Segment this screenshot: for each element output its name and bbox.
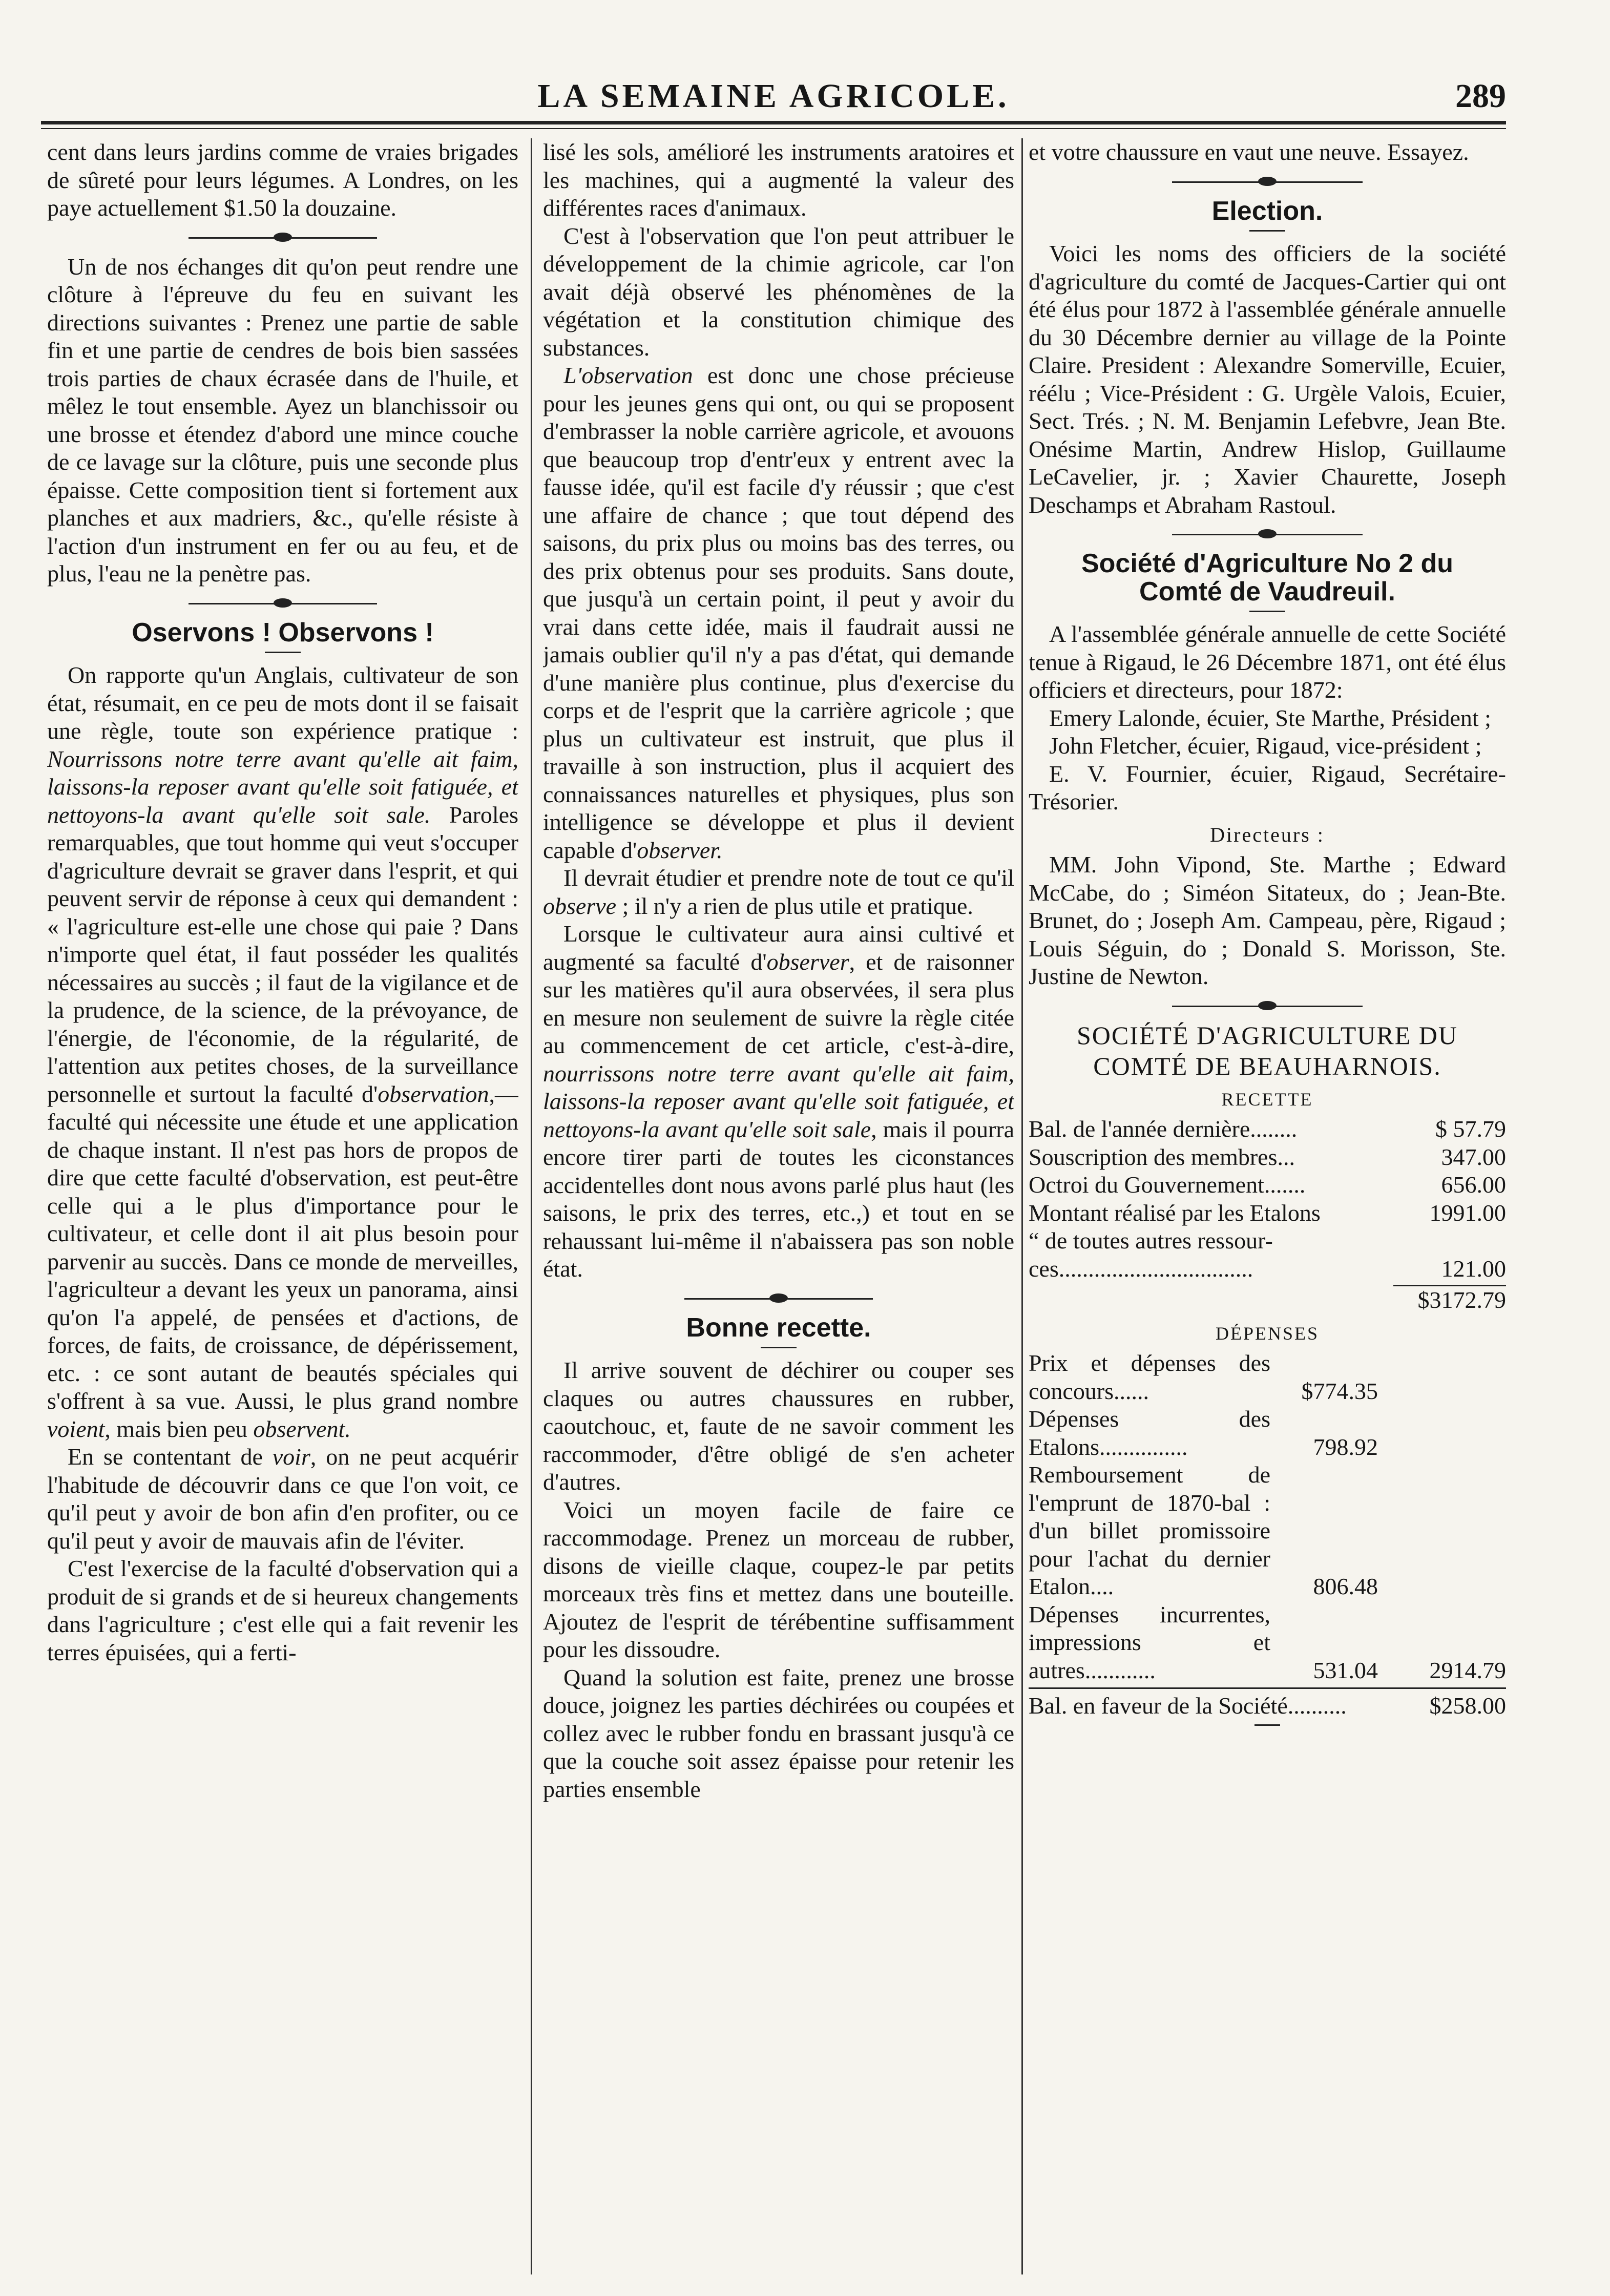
paragraph: En se contentant de voir, on ne peut acquérir l'habitude de découvrir dans ce que l'on voit, ce qu'il peut y avoir de bon afin d'en profiter, ou ce qu'il peut y avoir de mauvais afin de l'éviter. xyxy=(47,1444,518,1554)
page-number: 289 xyxy=(1455,77,1506,115)
header-rule-thin xyxy=(41,128,1506,129)
paragraph: A l'assemblée générale annuelle de cette Société tenue à Rigaud, le 26 Décembre 1871, ont été élus officiers et directeurs, pour 1872: xyxy=(1029,621,1506,703)
article-title: SOCIÉTÉ D'AGRICULTURE DU xyxy=(1076,1020,1458,1050)
ornament-divider xyxy=(47,232,518,244)
recette-label: “ de toutes autres ressour- xyxy=(1029,1227,1273,1254)
ornament-divider xyxy=(1029,176,1506,188)
table-row xyxy=(1029,1349,1506,1405)
title-rule xyxy=(761,1347,797,1348)
paragraph: E. V. Fournier, écuier, Rigaud, Secrétaire-Trésorier. xyxy=(1029,760,1506,815)
ornament-divider xyxy=(47,597,518,610)
title-rule xyxy=(265,652,301,653)
header-rule xyxy=(41,121,1506,124)
recette-amount: $ 57.79 xyxy=(1435,1116,1506,1142)
ornament-divider xyxy=(1029,1000,1506,1012)
column-1 xyxy=(47,138,518,2274)
paragraph: Un de nos échanges dit qu'on peut rendre une clôture à l'épreuve du feu en suivant les directions suivantes : Prenez une partie de sable fin et une partie de cendres de bois bien sassées trois parties de chaux écrasée dans de l'huile, et mêlez le tout ensemble. Ayez un blanchissoir ou une brosse et étendez d'abord une mince couche de ce lavage sur la clôture, puis une seconde plus épaisse. Cette composition tient si fortement aux planches et aux madriers, &c., qu'elle résiste à l'action d'un instrument en fer ou au feu, et de plus, l'eau ne la penètre pas. xyxy=(47,253,518,587)
recette-label: Montant réalisé par les Etalons xyxy=(1029,1199,1321,1226)
column-2 xyxy=(543,138,1014,2274)
table-row xyxy=(1029,1227,1506,1255)
end-rule xyxy=(1254,1724,1280,1726)
paragraph: C'est à l'observation que l'on peut attribuer le développement de la chimie agricole, car l'on avait déjà observé les phénomènes de la végétation et la constitution chimique des substances. xyxy=(543,222,1014,361)
recette-label: Souscription des membres... xyxy=(1029,1143,1295,1170)
paragraph: John Fletcher, écuier, Rigaud, vice-président ; xyxy=(1049,733,1482,759)
ornament-divider xyxy=(543,1292,1014,1305)
column-3 xyxy=(1029,138,1506,2274)
table-row xyxy=(1029,1405,1506,1461)
depense-label: Remboursement de l'emprunt de 1870-bal : d'un billet promissoire pour l'achat du dernier Etalon.... xyxy=(1029,1462,1270,1599)
table-row xyxy=(1029,1115,1506,1143)
depense-amount: 806.48 xyxy=(1313,1573,1378,1599)
depenses-table xyxy=(1029,1349,1506,1684)
page-header xyxy=(41,77,1506,118)
recette-label: Octroi du Gouvernement....... xyxy=(1029,1172,1306,1198)
table-row xyxy=(1029,1171,1506,1199)
article-title: COMTÉ DE BEAUHARNOIS. xyxy=(1093,1052,1441,1080)
recette-label: ces................................. xyxy=(1029,1255,1253,1282)
recette-amount: 1991.00 xyxy=(1429,1199,1506,1226)
paragraph: Voici les noms des officiers de la société d'agriculture du comté de Jacques-Cartier qui ont été élus pour 1872 à l'assemblée générale annuelle du 30 Décembre dernier au village de la Pointe Claire. President : Alexandre Somerville, Ecuier, réélu ; Vice-Président : G. Urgèle Valois, Ecuier, Sect. Trés. ; N. M. Benjamin Lefebvre, Jean Bte. Onésime Martin, Andrew Hislop, Guillaume LeCavelier, jr. ; Xavier Chaurette, Joseph Deschamps et Abraham Rastoul. xyxy=(1029,240,1506,518)
section-heading: RECETTE xyxy=(1221,1089,1313,1110)
table-row xyxy=(1029,1255,1506,1283)
paragraph: L'observation est donc une chose précieuse pour les jeunes gens qui ont, ou qui se proposent d'embrasser la noble carrière agricole, et avouons que beaucoup trop d'entr'eux y entrent avec la fausse idée, qu'il est facile d'y réussir ; que c'est une affaire de chance ; que tout dépend des saisons, du prix plus ou moins bas des terres, ou des prix obtenus pour ses produits. Sans doute, que jusqu'à un certain point, il peut y avoir du vrai dans cette idée, mais il faudrait aussi ne jamais oublier qu'il n'y a pas d'état, qui demande d'une manière plus continue, plus d'exercise du corps et de l'esprit que la carrière agricole ; que plus un cultivateur est instruit, que plus il travaille à son instruction, plus il acquiert des connaissances naturelles et physiques, plus son intelligence se développe et plus il devient capable d'observer. xyxy=(543,362,1014,863)
paragraph: Lorsque le cultivateur aura ainsi cultivé et augmenté sa faculté d'observer, et de raisonner sur les matières qu'il aura observées, il sera plus en mesure non seulement de suivre la règle citée au commencement de cet article, c'est-à-dire, nourrissons notre terre avant qu'elle ait faim, laissons-la reposer avant qu'elle soit fatiguée, et nettoyons-la avant qu'elle soit sale, mais il pourra encore tirer parti de toutes les ciconstances accidentelles dont nous avons parlé plus haut (les saisons, le prix des terres, etc.,) et tout en se rehaussant lui-même il n'abaissera pas son noble état. xyxy=(543,921,1014,1282)
balance-amount: $258.00 xyxy=(1429,1693,1506,1719)
recette-label: Bal. de l'année dernière........ xyxy=(1029,1116,1298,1142)
table-row xyxy=(1029,1601,1506,1685)
paragraph: MM. John Vipond, Ste. Marthe ; Edward McCabe, do ; Siméon Sitateux, do ; Jean-Bte. Brunet, do ; Joseph Am. Campeau, père, Rigaud ; Louis Séguin, do ; Donald S. Morisson, Ste. Justine de Newton. xyxy=(1029,851,1506,989)
paragraph: Quand la solution est faite, prenez une brosse douce, joignez les parties déchirées ou coupées et collez avec le rubber fondu en brassant jusqu'à ce que la couche soit assez épaisse pour retenir les parties ensemble xyxy=(543,1664,1014,1802)
recette-amount xyxy=(1419,1227,1506,1255)
ornament-divider xyxy=(1029,528,1506,540)
article-title: Oservons ! Observons ! xyxy=(132,617,434,648)
recette-total-row xyxy=(1029,1286,1506,1314)
total-rule xyxy=(1029,1687,1506,1689)
depense-label: Dépenses des Etalons............... xyxy=(1029,1406,1270,1460)
title-rule xyxy=(1249,230,1285,232)
publication-title: LA SEMAINE AGRICOLE. xyxy=(537,77,1010,115)
paragraph: On rapporte qu'un Anglais, cultivateur de son état, résumait, en ce peu de mots dont il se faisait une règle, toute son expérience pratique : Nourrissons notre terre avant qu'elle ait faim, laissons-la reposer avant qu'elle soit fatiguée, et nettoyons-la avant qu'elle soit sale. Paroles remarquables, que tout homme qui veut s'occuper d'agriculture devrait se graver dans l'esprit, et qui peuvent servir de réponse à ceux qui demandent : « l'agriculture est-elle une chose qui paie ? Dans n'importe quel état, il faut posséder les qualités nécessaires au succès ; il faut de la vigilance et de la prudence, de la science, de la prévoyance, de l'énergie, de l'économie, de la régularité, de l'attention aux petites choses, de la surveillance personnelle et surtout la faculté d'observation,—faculté qui nécessite une étude et une application de chaque instant. Il n'est pas hors de propos de dire que cette faculté d'observation, est peut-être celle qui a le plus d'importance pour le cultivateur, et celle dont il ait plus besoin pour parvenir au succès. Dans ce monde de merveilles, l'agriculteur a devant les yeux un panorama, ainsi qu'on l'a appelé, de pensées et d'actions, de forces, de faits, de croissance, de dépérissement, etc. : ce sont autant de beautés spéciales qui s'offrent à sa vue. Aussi, le plus grand nombre voient, mais bien peu observent. xyxy=(47,662,518,1442)
depense-total: 2914.79 xyxy=(1429,1657,1506,1683)
column-divider-2 xyxy=(1021,138,1023,2274)
paragraph: Il devrait étudier et prendre note de tout ce qu'il observe ; il n'y a rien de plus utile et pratique. xyxy=(543,865,1014,919)
table-row xyxy=(1029,1199,1506,1227)
balance-label: Bal. en faveur de la Société.......... xyxy=(1029,1693,1347,1719)
paragraph: C'est l'exercise de la faculté d'observation qui a produit de si grands et de si heureux changements dans l'agriculture ; c'est elle qui a fait revenir les terres épuisées, qui a ferti- xyxy=(47,1555,518,1665)
paragraph: lisé les sols, amélioré les instruments aratoires et les machines, qui a augmenté la valeur des différentes races d'animaux. xyxy=(543,139,1014,221)
depense-amount: 531.04 xyxy=(1313,1657,1378,1683)
recette-total: $3172.79 xyxy=(1417,1287,1506,1313)
depense-amount: 798.92 xyxy=(1313,1433,1378,1460)
article-title: Bonne recette. xyxy=(686,1312,871,1343)
article-title: Société d'Agriculture No 2 du xyxy=(1081,549,1454,578)
column-divider-1 xyxy=(531,138,532,2274)
depense-label: Dépenses incurrentes, impressions et autres............ xyxy=(1029,1601,1270,1683)
paragraph: Voici un moyen facile de faire ce raccommodage. Prenez un morceau de rubber, disons de vieille claque, coupez-le par petits morceaux très fins et mettez dans une bouteille. Ajoutez de l'esprit de térébentine suffisamment pour les dissoudre. xyxy=(543,1496,1014,1662)
balance-row xyxy=(1029,1692,1506,1720)
paragraph: cent dans leurs jardins comme de vraies brigades de sûreté pour leurs légumes. A Londres, on les paye actuellement $1.50 la douzaine. xyxy=(47,139,518,221)
paragraph: et votre chaussure en vaut une neuve. Essayez. xyxy=(1029,139,1469,165)
depense-amount: $774.35 xyxy=(1301,1377,1378,1404)
paragraph: Emery Lalonde, écuier, Ste Marthe, Président ; xyxy=(1049,704,1491,731)
table-row xyxy=(1029,1461,1506,1601)
recette-amount: 347.00 xyxy=(1441,1143,1506,1170)
title-rule xyxy=(1249,611,1285,612)
recette-amount: 656.00 xyxy=(1441,1172,1506,1198)
recette-table xyxy=(1029,1115,1506,1283)
section-heading: Directeurs : xyxy=(1210,823,1325,846)
article-title: Comté de Vaudreuil. xyxy=(1139,576,1395,607)
recette-amount: 121.00 xyxy=(1441,1255,1506,1282)
section-heading: DÉPENSES xyxy=(1215,1323,1320,1344)
depense-label: Prix et dépenses des concours...... xyxy=(1029,1350,1270,1404)
table-row xyxy=(1029,1143,1506,1172)
paragraph: Il arrive souvent de déchirer ou couper ses claques ou autres chaussures en rubber, caoutchouc, et, faute de ne savoir comment les raccommoder, d'être obligé de s'en acheter d'autres. xyxy=(543,1357,1014,1495)
article-title: Election. xyxy=(1211,196,1323,226)
